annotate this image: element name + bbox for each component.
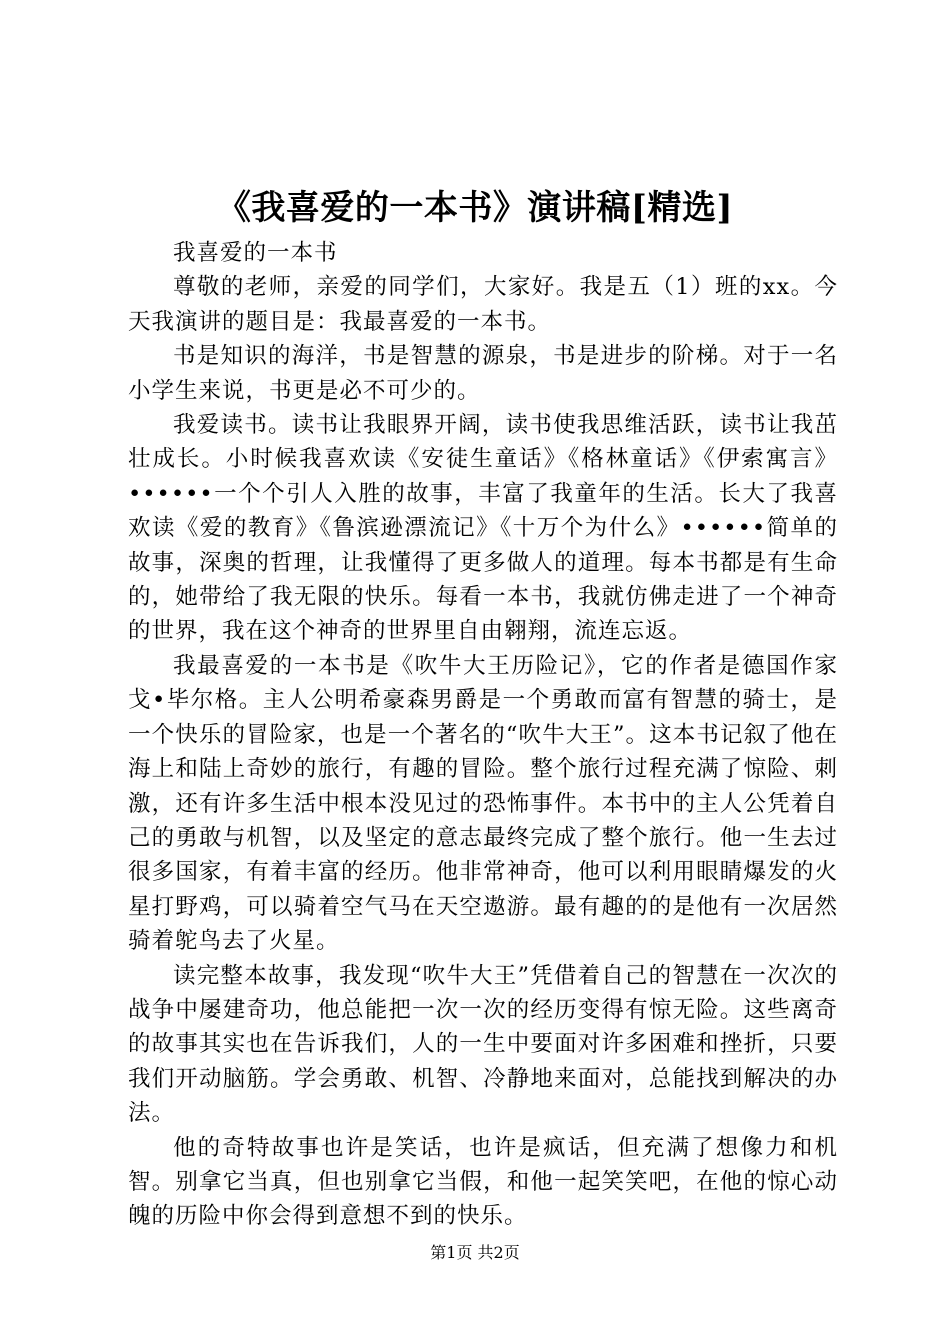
document-title: 《我喜爱的一本书》演讲稿[精选] [216, 188, 734, 228]
paragraph-books-intro: 书是知识的海洋，书是智慧的源泉，书是进步的阶梯。对于一名小学生来说，书更是必不可少的。 [128, 343, 838, 404]
page-number-footer: 第1页 共2页 [430, 1243, 520, 1262]
paragraph-favorite-book: 我最喜爱的一本书是《吹牛大王历险记》，它的作者是德国作家戈•毕尔格。主人公明希豪森男爵是一个勇敢而富有智慧的骑士，是一个快乐的冒险家，也是一个著名的“吹牛大王”。这本书记叙了他在海上和陆上奇妙的旅行，有趣的冒险。整个旅行过程充满了惊险、刺激，还有许多生活中根本没见过的恐怖事件。本书中的主人公凭着自己的勇敢与机智，以及坚定的意志最终完成了整个旅行。他一生去过很多国家，有着丰富的经历。他非常神奇，他可以利用眼睛爆发的火星打野鸡，可以骑着空气马在天空遨游。最有趣的的是他有一次居然骑着鸵鸟去了火星。 [128, 652, 838, 955]
paragraph-conclusion: 他的奇特故事也许是笑话，也许是疯话，但充满了想像力和机智。别拿它当真，但也别拿它当假，和他一起笑笑吧，在他的惊心动魄的历险中你会得到意想不到的快乐。 [128, 1134, 838, 1230]
paragraph-heading: 我喜爱的一本书 [173, 240, 338, 266]
paragraph-greeting: 尊敬的老师，亲爱的同学们，大家好。我是五（1）班的xx。今天我演讲的题目是：我最喜爱的一本书。 [128, 274, 838, 335]
paragraph-reflection: 读完整本故事，我发现“吹牛大王”凭借着自己的智慧在一次次的战争中屡建奇功，他总能把一次一次的经历变得有惊无险。这些离奇的故事其实也在告诉我们，人的一生中要面对许多困难和挫折，只要我们开动脑筋。学会勇敢、机智、冷静地来面对，总能找到解决的办法。 [128, 962, 838, 1127]
paragraph-love-reading: 我爱读书。读书让我眼界开阔，读书使我思维活跃，读书让我茁壮成长。小时候我喜欢读《安徒生童话》《格林童话》《伊索寓言》••••••一个个引人入胜的故事，丰富了我童年的生活。长大了我喜欢读《爱的教育》《鲁滨逊漂流记》《十万个为什么》••••••简单的故事，深奥的哲理，让我懂得了更多做人的道理。每本书都是有生命的，她带给了我无限的快乐。每看一本书，我就仿佛走进了一个神奇的世界，我在这个神奇的世界里自由翱翔，流连忘返。 [128, 412, 838, 645]
document-body [128, 236, 838, 1234]
